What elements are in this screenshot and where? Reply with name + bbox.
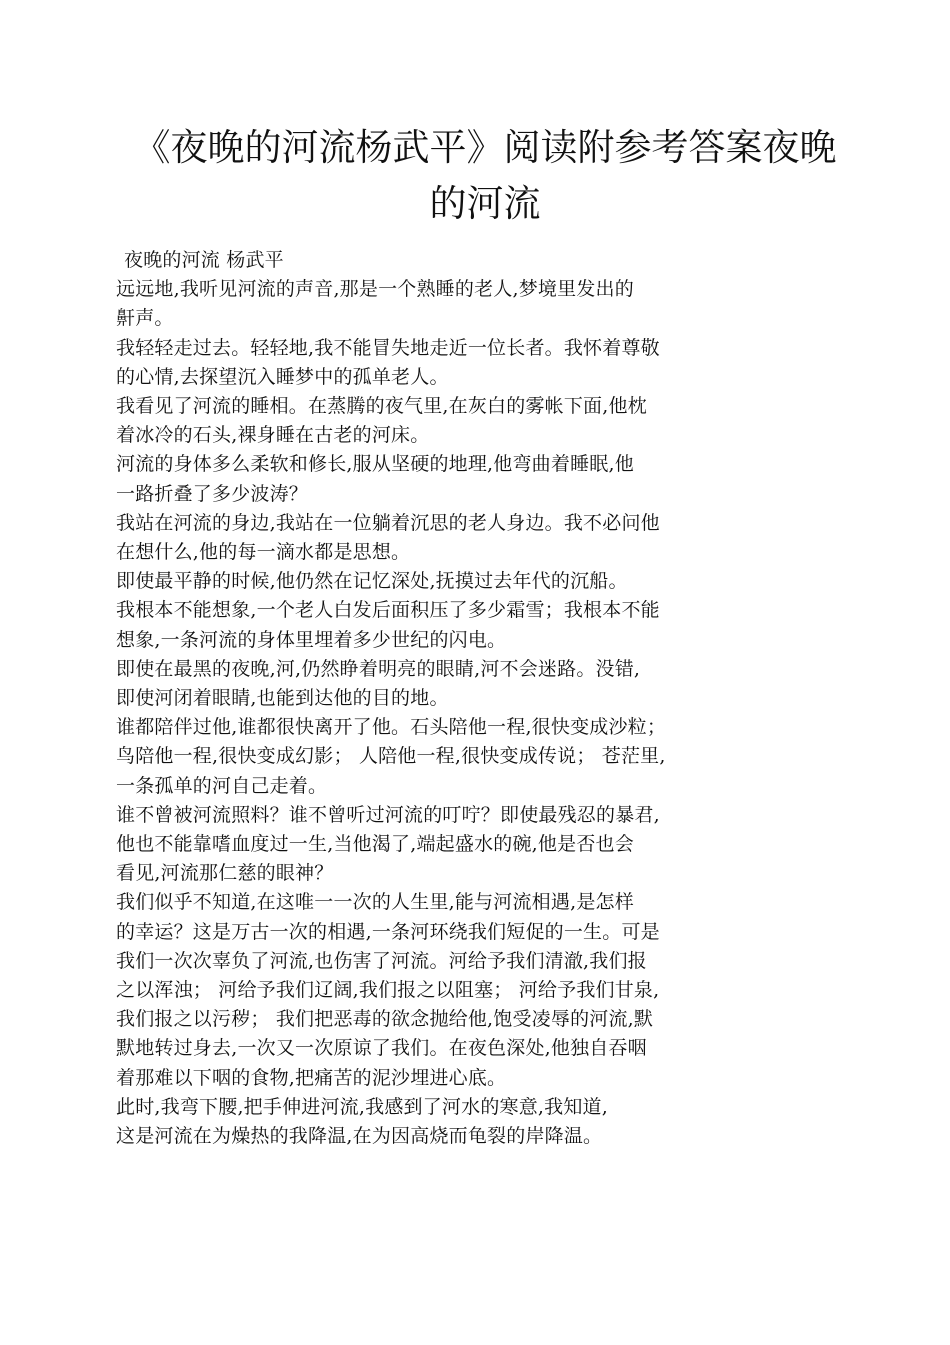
text-line: 我看见了河流的睡相。在蒸腾的夜气里,在灰白的雾帐下面,他枕 (116, 395, 647, 418)
title-line: 的河流 (429, 182, 541, 225)
text-line: 鸟陪他一程,很快变成幻影； 人陪他一程,很快变成传说； 苍茫里, (116, 745, 666, 768)
text-line: 的幸运？这是万古一次的相遇,一条河环绕我们短促的一生。可是 (116, 920, 660, 943)
text-line: 的心情,去探望沉入睡梦中的孤单老人。 (116, 365, 449, 388)
text-line: 一条孤单的河自己走着。 (116, 774, 328, 797)
text-line: 我们报之以污秽； 我们把恶毒的欲念抛给他,饱受凌辱的河流,默 (116, 1008, 654, 1031)
text-line: 这是河流在为燥热的我降温,在为因高烧而龟裂的岸降温。 (116, 1125, 603, 1148)
text-line: 想象,一条河流的身体里埋着多少世纪的闪电。 (116, 628, 507, 651)
text-line: 即使河闭着眼睛,也能到达他的目的地。 (116, 687, 449, 710)
text-line: 河流的身体多么柔软和修长,服从坚硬的地理,他弯曲着睡眠,他 (116, 453, 634, 476)
text-line: 我站在河流的身边,我站在一位躺着沉思的老人身边。我不必问他 (116, 511, 660, 534)
text-line: 看见,河流那仁慈的眼神？ (116, 862, 334, 885)
document-title (100, 120, 870, 232)
document-body (116, 246, 756, 1151)
text-line: 我们似乎不知道,在这唯一一次的人生里,能与河流相遇,是怎样 (116, 891, 634, 914)
title-line: 《夜晚的河流杨武平》阅读附参考答案夜晚 (133, 126, 837, 169)
text-line: 鼾声。 (116, 307, 174, 330)
text-line: 此时,我弯下腰,把手伸进河流,我感到了河水的寒意,我知道, (116, 1095, 608, 1118)
text-line: 我根本不能想象,一个老人白发后面积压了多少霜雪；我根本不能 (116, 599, 660, 622)
text-line: 即使在最黑的夜晚,河,仍然睁着明亮的眼睛,河不会迷路。没错, (116, 657, 641, 680)
text-line: 他也不能靠嗜血度过一生,当他渴了,端起盛水的碗,他是否也会 (116, 833, 634, 856)
text-line: 着冰冷的石头,裸身睡在古老的河床。 (116, 424, 430, 447)
text-line: 我们一次次辜负了河流,也伤害了河流。河给予我们清澈,我们报 (116, 949, 647, 972)
article-subtitle: 夜晚的河流 杨武平 (124, 249, 284, 271)
text-line: 谁不曾被河流照料？谁不曾听过河流的叮咛？即使最残忍的暴君, (116, 803, 660, 826)
text-line: 之以浑浊； 河给予我们辽阔,我们报之以阻塞； 河给予我们甘泉, (116, 979, 660, 1002)
text-line: 我轻轻走过去。轻轻地,我不能冒失地走近一位长者。我怀着尊敬 (116, 336, 660, 359)
text-line: 即使最平静的时候,他仍然在记忆深处,抚摸过去年代的沉船。 (116, 570, 628, 593)
text-line: 谁都陪伴过他,谁都很快离开了他。石头陪他一程,很快变成沙粒； (116, 716, 667, 739)
text-line: 着那难以下咽的食物,把痛苦的泥沙埋进心底。 (116, 1066, 507, 1089)
text-line: 默地转过身去,一次又一次原谅了我们。在夜色深处,他独自吞咽 (116, 1037, 647, 1060)
text-line: 远远地,我听见河流的声音,那是一个熟睡的老人,梦境里发出的 (116, 278, 634, 301)
text-line: 一路折叠了多少波涛？ (116, 482, 309, 505)
text-line: 在想什么,他的每一滴水都是思想。 (116, 541, 411, 564)
